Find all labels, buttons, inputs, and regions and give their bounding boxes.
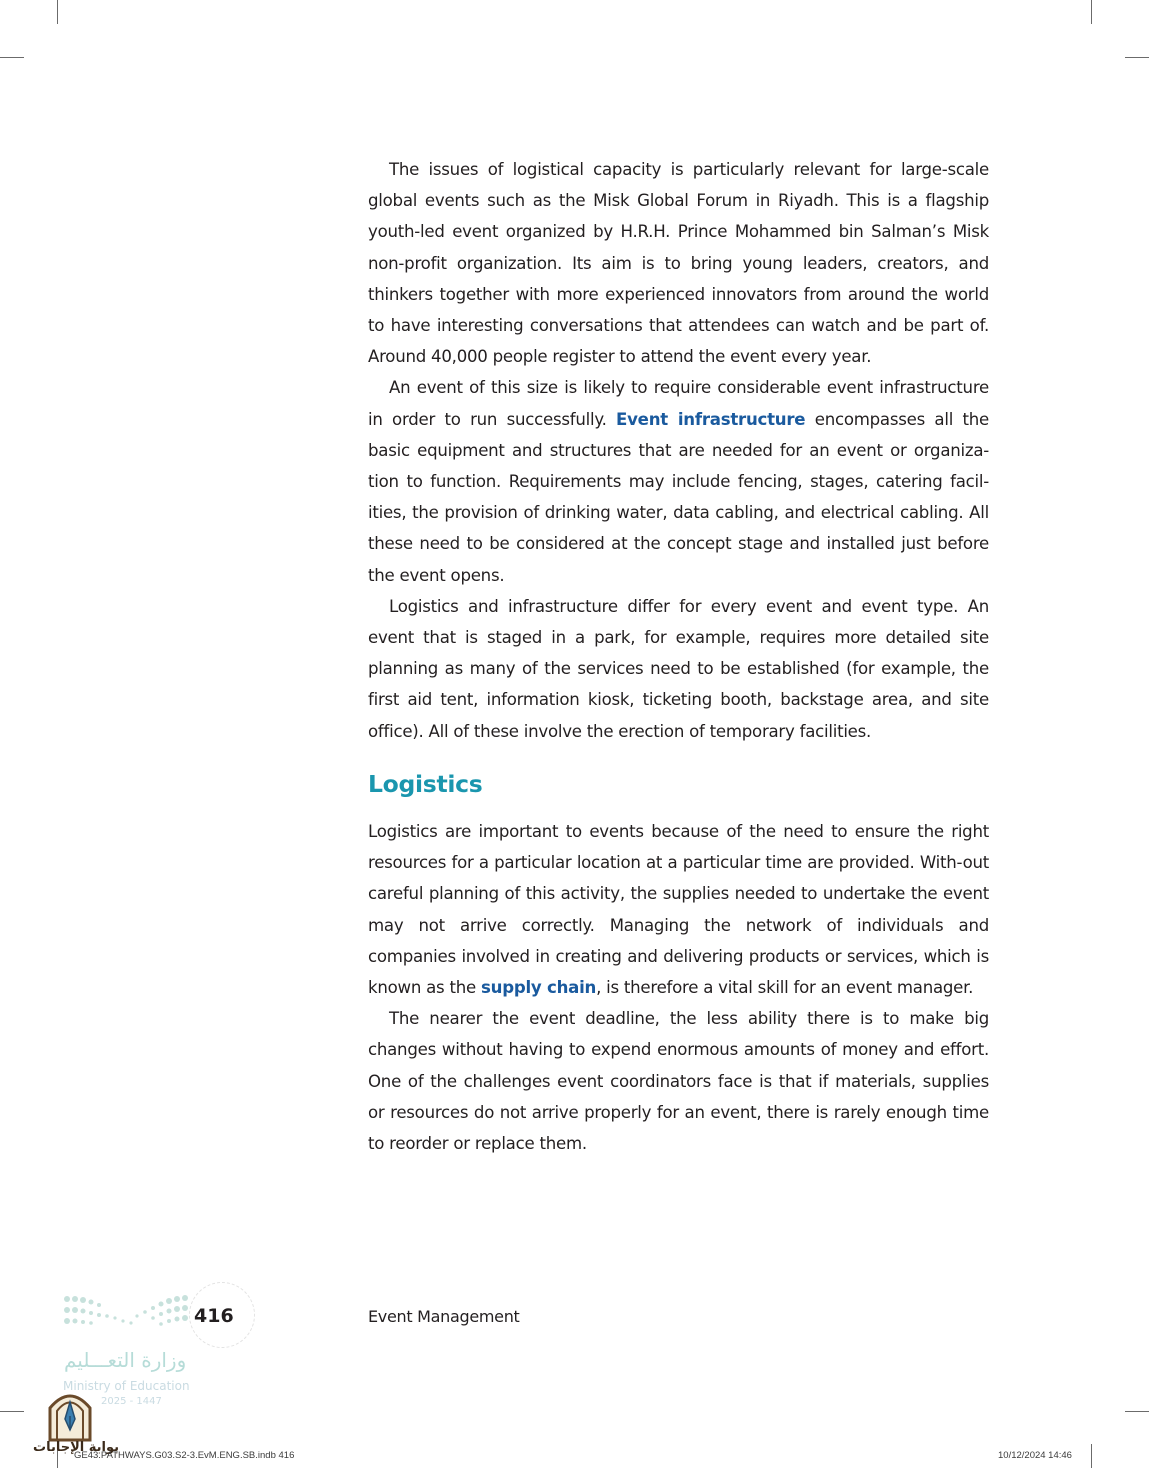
section-body-text <box>368 816 989 1159</box>
paragraph-text: , is therefore a vital skill for an event manager. <box>596 978 974 998</box>
paragraph-text: Logistics are important to events because of the need to ensure the right resources for a particular location at a particular time are provided. With-out careful planning of this activity, the supplies needed to undertake the event may not arrive correctly. Managing the network of individuals and companies involved in creating and delivering products or services, which is known as the <box>368 822 989 998</box>
gate-logo-label: بوابة الإجابات <box>33 1440 119 1455</box>
paragraph-misk-forum: The issues of logistical capacity is particularly relevant for large-scale global events such as the Misk Global Forum in Riyadh. This is a flagship youth-led event organized by H.R.H. Prince Mohammed bin Salman’s Misk non-profit organization. Its aim is to bring young leaders, creators, and thinkers together with more experienced innovators from around the world to have interesting conversations that attendees can watch and be part of. Around 40,000 people register to attend the event every year. <box>368 160 989 367</box>
key-term-supply-chain: supply chain <box>481 978 597 998</box>
gate-logo-icon <box>44 1386 96 1442</box>
page-number: 416 <box>194 1305 234 1327</box>
crop-mark-bottom-right-vertical <box>1091 1444 1092 1468</box>
key-term-event-infrastructure: Event infrastructure <box>616 409 806 429</box>
ministry-dots-logo <box>63 1294 199 1330</box>
paragraph-text: An event of this size is likely to require considerable event infrastructure in order to run successfully. <box>368 378 989 429</box>
crop-mark-top-right-vertical <box>1091 0 1092 24</box>
paragraph-supply-chain <box>368 816 989 1003</box>
crop-mark-left-bottom-horizontal <box>0 1411 24 1412</box>
body-text <box>368 154 989 747</box>
ministry-name-arabic: وزارة التعـــليم <box>64 1348 187 1372</box>
crop-mark-top-left-vertical <box>57 0 58 24</box>
book-title: Event Management <box>368 1307 520 1326</box>
print-slug-filename: GE43.PATHWAYS.G03.S2-3.EvM.ENG.SB.indb 416 <box>74 1450 295 1461</box>
ministry-year: 2025 - 1447 <box>101 1396 162 1407</box>
print-slug-datetime: 10/12/2024 14:46 <box>998 1450 1072 1461</box>
section-heading-logistics: Logistics <box>368 770 483 798</box>
crop-mark-left-top-horizontal <box>0 57 24 58</box>
paragraph-event-infrastructure <box>368 372 989 590</box>
paragraph-text: encompasses all the basic equipment and structures that are needed for an event or organiza-tion to function. Requirements may include fencing, stages, catering facil-ities, the provision of drinking water, data cabling, and electrical cabling. All these need to be considered at the concept stage and installed just before the event opens. <box>368 409 989 585</box>
ministry-name-english: Ministry of Education <box>63 1379 190 1393</box>
crop-mark-right-bottom-horizontal <box>1125 1411 1149 1412</box>
paragraph-logistics-infrastructure: Logistics and infrastructure differ for every event and event type. An event that is staged in a park, for example, requires more detailed site planning as many of the services need to be established (for example, the first aid tent, information kiosk, ticketing booth, backstage area, and site office). All of these involve the erection of temporary facilities. <box>368 596 989 741</box>
crop-mark-right-top-horizontal <box>1125 57 1149 58</box>
paragraph-deadline: The nearer the event deadline, the less ability there is to make big changes without having to expend enormous amounts of money and effort. One of the challenges event coordinators face is that if materials, supplies or resources do not arrive properly for an event, there is rarely enough time to reorder or replace them. <box>368 1009 989 1154</box>
